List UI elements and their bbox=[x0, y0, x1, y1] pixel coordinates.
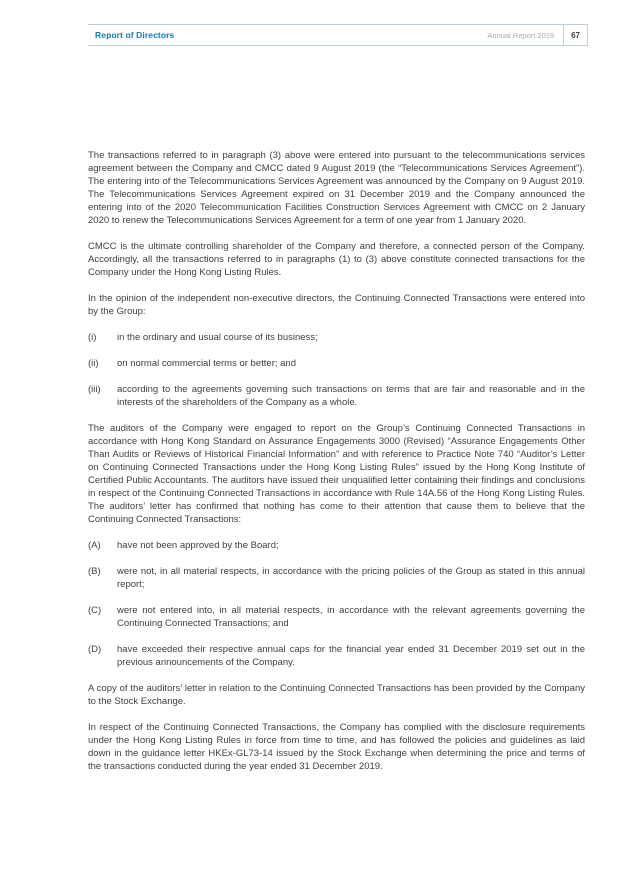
paragraph: In respect of the Continuing Connected Transactions, the Company has complied with the disclosure requirements under the Hong Kong Listing Rules in force from time to time, and has followed the policies and guidelines as laid down in the guidance letter HKEx-GL73-14 issued by the Stock Exchange when determining the price and terms of the transactions conducted during the year ended 31 December 2019. bbox=[88, 722, 585, 772]
list-item bbox=[88, 357, 585, 370]
list-item bbox=[88, 383, 585, 409]
list-item bbox=[88, 331, 585, 344]
list-marker: (ii) bbox=[88, 358, 99, 369]
header-spacer bbox=[174, 25, 487, 45]
list-marker: (D) bbox=[88, 644, 102, 655]
page-number-cell bbox=[563, 25, 588, 45]
list-item bbox=[88, 565, 585, 591]
list-text: have exceeded their respective annual caps for the financial year ended 31 December 2019 set out in the previous announcements of the Company. bbox=[117, 644, 585, 668]
list-text: in the ordinary and usual course of its business; bbox=[117, 332, 318, 343]
list-marker: (C) bbox=[88, 605, 102, 616]
list-text: were not, in all material respects, in accordance with the pricing policies of the Group as stated in this annual report; bbox=[117, 566, 585, 590]
paragraph: CMCC is the ultimate controlling shareholder of the Company and therefore, a connected person of the Company. Accordingly, all the transactions referred to in paragraphs (1) to (3) above constitute connected transactions for the Company under the Hong Kong Listing Rules. bbox=[88, 241, 585, 278]
running-header bbox=[88, 24, 588, 46]
list-marker: (i) bbox=[88, 332, 97, 343]
list-item bbox=[88, 643, 585, 669]
list-item bbox=[88, 604, 585, 630]
list-text: according to the agreements governing such transactions on terms that are fair and reasonable and in the interests of the shareholders of the Company as a whole. bbox=[117, 384, 585, 408]
paragraph: The auditors of the Company were engaged to report on the Group’s Continuing Connected Transactions in accordance with Hong Kong Standard on Assurance Engagements 3000 (Revised) “Assurance Engagements Other Than Audits or Reviews of Historical Financial Information” and with reference to Practice Note 740 “Auditor’s Letter on Continuing Connected Transactions under the Hong Kong Listing Rules” issued by the Hong Kong Institute of Certified Public Accountants. The auditors have issued their unqualified letter containing their findings and conclusions in respect of the Continuing Connected Transactions in accordance with Rule 14A.56 of the Hong Kong Listing Rules. The auditors’ letter has confirmed that nothing has come to their attention that cause them to believe that the Continuing Connected Transactions: bbox=[88, 423, 585, 525]
paragraph: In the opinion of the independent non-executive directors, the Continuing Connected Transactions were entered into by the Group: bbox=[88, 293, 585, 317]
list-item bbox=[88, 539, 585, 552]
page-number: 67 bbox=[571, 30, 580, 40]
report-name: Annual Report 2019 bbox=[487, 30, 555, 40]
paragraph: The transactions referred to in paragraph (3) above were entered into pursuant to the telecommunications services agreement between the Company and CMCC dated 9 August 2019 (the “Telecommunications Services Agreement”). The entering into of the Telecommunications Services Agreement was announced by the Company on 9 August 2019. The Telecommunications Services Agreement expired on 31 December 2019 and the Company announced the entering into of the 2020 Telecommunication Facilities Construction Services Agreement with CMCC on 2 January 2020 to renew the Telecommunications Services Agreement for a term of one year from 1 January 2020. bbox=[88, 150, 585, 226]
section-title: Report of Directors bbox=[95, 30, 175, 40]
list-marker: (B) bbox=[88, 566, 101, 577]
list-marker: (A) bbox=[88, 540, 101, 551]
list-text: on normal commercial terms or better; and bbox=[117, 358, 296, 369]
list-text: were not entered into, in all material respects, in accordance with the relevant agreements governing the Continuing Connected Transactions; and bbox=[117, 605, 585, 629]
list-marker: (iii) bbox=[88, 384, 101, 395]
list-text: have not been approved by the Board; bbox=[117, 540, 279, 551]
document-body bbox=[88, 149, 585, 786]
paragraph: A copy of the auditors’ letter in relation to the Continuing Connected Transactions has been provided by the Company to the Stock Exchange. bbox=[88, 683, 585, 707]
